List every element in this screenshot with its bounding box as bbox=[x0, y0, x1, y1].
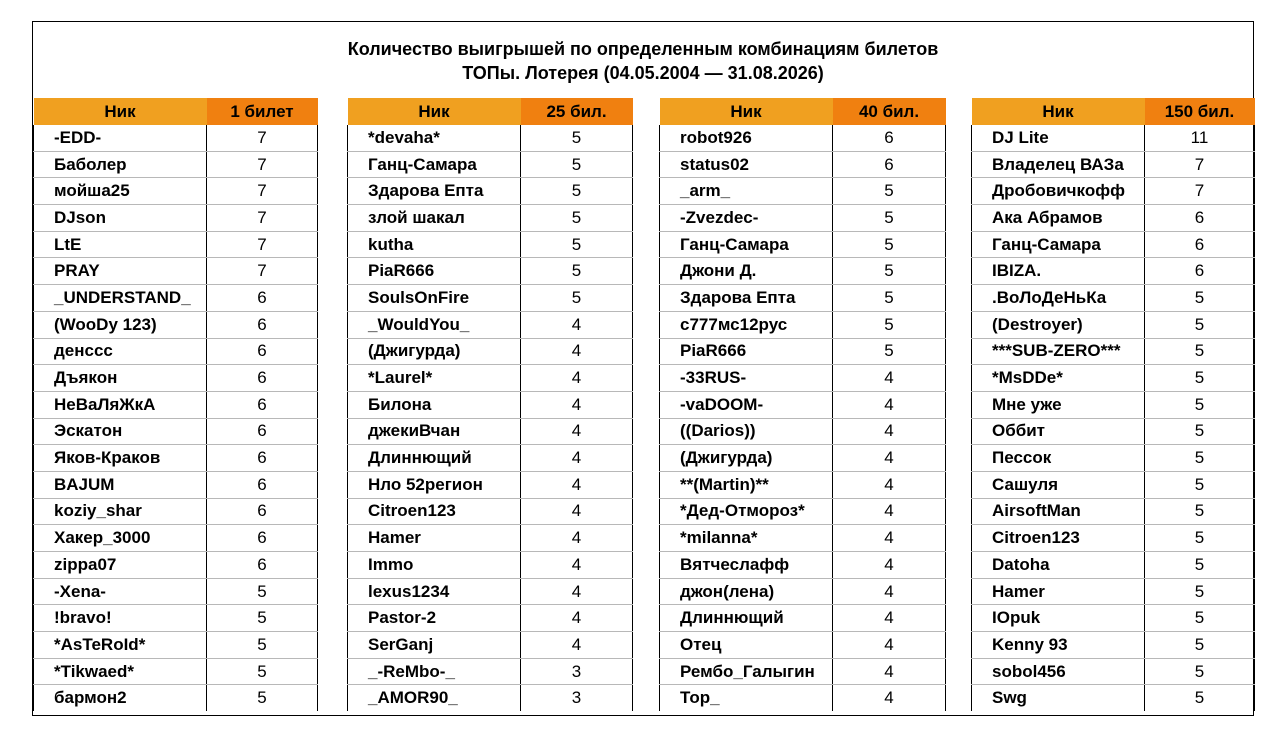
table-row bbox=[34, 125, 318, 151]
table-row bbox=[34, 552, 318, 579]
nick-cell: kutha bbox=[348, 231, 521, 258]
nick-cell: ((Darios)) bbox=[660, 418, 833, 445]
table-row bbox=[660, 658, 946, 685]
page-title bbox=[33, 37, 1253, 85]
count-cell: 5 bbox=[521, 258, 633, 285]
nick-cell: Нло 52регион bbox=[348, 471, 521, 498]
nick-column-header: Ник bbox=[660, 98, 833, 125]
nick-cell: _UNDERSTAND_ bbox=[34, 285, 207, 312]
count-cell: 7 bbox=[1145, 151, 1255, 178]
count-cell: 5 bbox=[521, 178, 633, 205]
count-cell: 5 bbox=[1145, 418, 1255, 445]
nick-cell: Дробовичкофф bbox=[972, 178, 1145, 205]
count-cell: 6 bbox=[207, 498, 318, 525]
table-row bbox=[348, 125, 633, 151]
table-row bbox=[660, 498, 946, 525]
nick-cell: мойша25 bbox=[34, 178, 207, 205]
nick-cell: НеВаЛяЖкА bbox=[34, 391, 207, 418]
table-row bbox=[34, 151, 318, 178]
table-row bbox=[660, 391, 946, 418]
count-cell: 6 bbox=[207, 285, 318, 312]
nick-cell: (Destroyer) bbox=[972, 311, 1145, 338]
count-cell: 5 bbox=[1145, 525, 1255, 552]
count-cell: 5 bbox=[521, 231, 633, 258]
nick-cell: Вятчеслафф bbox=[660, 552, 833, 579]
table-row bbox=[972, 231, 1255, 258]
count-cell: 6 bbox=[207, 471, 318, 498]
table-1-bilet bbox=[33, 98, 318, 711]
table-row bbox=[972, 391, 1255, 418]
table-row bbox=[972, 151, 1255, 178]
count-cell: 5 bbox=[833, 205, 946, 232]
nick-cell: status02 bbox=[660, 151, 833, 178]
nick-cell: джон(лена) bbox=[660, 578, 833, 605]
table-row bbox=[348, 525, 633, 552]
nick-cell: Пессок bbox=[972, 445, 1145, 472]
table-row bbox=[34, 418, 318, 445]
count-cell: 5 bbox=[521, 285, 633, 312]
table-row bbox=[34, 658, 318, 685]
count-cell: 5 bbox=[1145, 285, 1255, 312]
count-cell: 7 bbox=[207, 151, 318, 178]
table-row bbox=[348, 391, 633, 418]
table-row bbox=[660, 632, 946, 659]
nick-cell: Здарова Епта bbox=[348, 178, 521, 205]
nick-cell: Citroen123 bbox=[972, 525, 1145, 552]
table-row bbox=[972, 285, 1255, 312]
count-cell: 5 bbox=[1145, 552, 1255, 579]
table-row bbox=[972, 125, 1255, 151]
count-cell: 4 bbox=[833, 578, 946, 605]
table-row bbox=[348, 418, 633, 445]
table-row bbox=[348, 338, 633, 365]
count-cell: 5 bbox=[207, 578, 318, 605]
table-row bbox=[972, 258, 1255, 285]
nick-cell: Сашуля bbox=[972, 471, 1145, 498]
count-cell: 5 bbox=[521, 205, 633, 232]
table-row bbox=[660, 205, 946, 232]
count-cell: 4 bbox=[521, 632, 633, 659]
table-row bbox=[972, 418, 1255, 445]
count-cell: 4 bbox=[521, 471, 633, 498]
nick-cell: джекиВчан bbox=[348, 418, 521, 445]
count-cell: 7 bbox=[207, 178, 318, 205]
count-cell: 6 bbox=[207, 445, 318, 472]
nick-cell: lexus1234 bbox=[348, 578, 521, 605]
table-row bbox=[348, 311, 633, 338]
nick-cell: Хакер_3000 bbox=[34, 525, 207, 552]
frame-bottom-border bbox=[32, 715, 1254, 716]
count-cell: 5 bbox=[521, 125, 633, 151]
table-row bbox=[34, 205, 318, 232]
nick-cell: SerGanj bbox=[348, 632, 521, 659]
table-row bbox=[34, 471, 318, 498]
nick-cell: *Дед-Отмороз* bbox=[660, 498, 833, 525]
table-row bbox=[348, 205, 633, 232]
table-row bbox=[660, 258, 946, 285]
nick-cell: !bravo! bbox=[34, 605, 207, 632]
table-row bbox=[34, 498, 318, 525]
count-cell: 5 bbox=[833, 258, 946, 285]
count-cell: 11 bbox=[1145, 125, 1255, 151]
table-row bbox=[972, 365, 1255, 392]
count-cell: 4 bbox=[521, 338, 633, 365]
nick-cell: Citroen123 bbox=[348, 498, 521, 525]
table-row bbox=[660, 125, 946, 151]
nick-cell: Оббит bbox=[972, 418, 1145, 445]
table-row bbox=[972, 498, 1255, 525]
table-row bbox=[348, 632, 633, 659]
count-cell: 5 bbox=[207, 605, 318, 632]
nick-cell: -Zvezdec- bbox=[660, 205, 833, 232]
nick-cell: *milanna* bbox=[660, 525, 833, 552]
count-cell: 4 bbox=[833, 552, 946, 579]
count-cell: 4 bbox=[833, 445, 946, 472]
nick-cell: koziy_shar bbox=[34, 498, 207, 525]
table-row bbox=[972, 552, 1255, 579]
table-row bbox=[348, 365, 633, 392]
count-cell: 4 bbox=[521, 578, 633, 605]
table-40-bil bbox=[659, 98, 946, 711]
table-row bbox=[660, 338, 946, 365]
table-row bbox=[34, 391, 318, 418]
nick-cell: (Джигурда) bbox=[348, 338, 521, 365]
table-25-bil bbox=[347, 98, 633, 711]
nick-cell: Рембо_Галыгин bbox=[660, 658, 833, 685]
count-cell: 4 bbox=[521, 311, 633, 338]
count-cell: 7 bbox=[207, 125, 318, 151]
table-row bbox=[34, 285, 318, 312]
table-row bbox=[972, 471, 1255, 498]
count-cell: 4 bbox=[521, 365, 633, 392]
count-cell: 3 bbox=[521, 685, 633, 711]
table-row bbox=[660, 178, 946, 205]
nick-cell: IOpuk bbox=[972, 605, 1145, 632]
count-column-header: 150 бил. bbox=[1145, 98, 1255, 125]
table-row bbox=[972, 311, 1255, 338]
table-row bbox=[660, 311, 946, 338]
count-cell: 4 bbox=[521, 418, 633, 445]
count-cell: 5 bbox=[207, 658, 318, 685]
table-row bbox=[348, 231, 633, 258]
nick-cell: Здарова Епта bbox=[660, 285, 833, 312]
count-cell: 6 bbox=[207, 338, 318, 365]
nick-cell: Мне уже bbox=[972, 391, 1145, 418]
count-cell: 4 bbox=[833, 685, 946, 711]
count-cell: 5 bbox=[1145, 685, 1255, 711]
table-row bbox=[348, 178, 633, 205]
nick-cell: Immo bbox=[348, 552, 521, 579]
table-row bbox=[348, 151, 633, 178]
table-row bbox=[348, 471, 633, 498]
table-row bbox=[972, 632, 1255, 659]
nick-cell: LtE bbox=[34, 231, 207, 258]
count-cell: 5 bbox=[1145, 498, 1255, 525]
count-cell: 5 bbox=[207, 632, 318, 659]
count-cell: 4 bbox=[833, 365, 946, 392]
title-line-2: ТОПы. Лотерея (04.05.2004 — 31.08.2026) bbox=[462, 63, 824, 83]
nick-cell: Swg bbox=[972, 685, 1145, 711]
nick-cell: **(Martin)** bbox=[660, 471, 833, 498]
nick-cell: Datoha bbox=[972, 552, 1145, 579]
table-row bbox=[660, 231, 946, 258]
nick-cell: Баболер bbox=[34, 151, 207, 178]
nick-cell: zippa07 bbox=[34, 552, 207, 579]
nick-cell: бармон2 bbox=[34, 685, 207, 711]
count-cell: 4 bbox=[833, 658, 946, 685]
table-row bbox=[348, 258, 633, 285]
count-cell: 4 bbox=[521, 391, 633, 418]
nick-cell: Длиннющий bbox=[348, 445, 521, 472]
table-row bbox=[972, 578, 1255, 605]
count-cell: 4 bbox=[521, 445, 633, 472]
nick-cell: Отец bbox=[660, 632, 833, 659]
nick-cell: *Laurel* bbox=[348, 365, 521, 392]
nick-cell: -Xena- bbox=[34, 578, 207, 605]
count-cell: 4 bbox=[521, 605, 633, 632]
count-cell: 3 bbox=[521, 658, 633, 685]
table-row bbox=[660, 445, 946, 472]
nick-cell: Тор_ bbox=[660, 685, 833, 711]
table-row bbox=[34, 258, 318, 285]
count-cell: 6 bbox=[207, 365, 318, 392]
nick-cell: PiaR666 bbox=[348, 258, 521, 285]
table-row bbox=[348, 658, 633, 685]
nick-cell: PRAY bbox=[34, 258, 207, 285]
nick-cell: Hamer bbox=[348, 525, 521, 552]
count-cell: 6 bbox=[207, 525, 318, 552]
nick-cell: *Tikwaed* bbox=[34, 658, 207, 685]
table-row bbox=[972, 445, 1255, 472]
table-row bbox=[972, 205, 1255, 232]
nick-cell: .ВоЛоДеНьКа bbox=[972, 285, 1145, 312]
nick-cell: robot926 bbox=[660, 125, 833, 151]
table-row bbox=[660, 471, 946, 498]
count-cell: 5 bbox=[833, 178, 946, 205]
nick-cell: *devaha* bbox=[348, 125, 521, 151]
count-column-header: 1 билет bbox=[207, 98, 318, 125]
table-row bbox=[34, 311, 318, 338]
nick-cell: злой шакал bbox=[348, 205, 521, 232]
count-cell: 4 bbox=[521, 552, 633, 579]
count-cell: 5 bbox=[1145, 605, 1255, 632]
count-cell: 4 bbox=[521, 498, 633, 525]
table-row bbox=[972, 525, 1255, 552]
table-row bbox=[972, 338, 1255, 365]
nick-column-header: Ник bbox=[34, 98, 207, 125]
nick-cell: Длиннющий bbox=[660, 605, 833, 632]
table-row bbox=[348, 498, 633, 525]
nick-cell: ***SUB-ZERO*** bbox=[972, 338, 1145, 365]
nick-cell: _arm_ bbox=[660, 178, 833, 205]
count-cell: 6 bbox=[1145, 258, 1255, 285]
table-row bbox=[660, 525, 946, 552]
nick-cell: -vaDOOM- bbox=[660, 391, 833, 418]
table-row bbox=[660, 365, 946, 392]
nick-cell: (WooDy 123) bbox=[34, 311, 207, 338]
nick-cell: с777мс12рус bbox=[660, 311, 833, 338]
nick-cell: PiaR666 bbox=[660, 338, 833, 365]
table-row bbox=[660, 552, 946, 579]
table-150-bil bbox=[971, 98, 1255, 711]
count-cell: 5 bbox=[833, 311, 946, 338]
count-cell: 5 bbox=[833, 231, 946, 258]
nick-cell: Билона bbox=[348, 391, 521, 418]
count-cell: 7 bbox=[207, 231, 318, 258]
nick-cell: DJson bbox=[34, 205, 207, 232]
nick-cell: _-ReMbo-_ bbox=[348, 658, 521, 685]
nick-cell: (Джигурда) bbox=[660, 445, 833, 472]
count-cell: 4 bbox=[833, 498, 946, 525]
table-row bbox=[660, 685, 946, 711]
nick-cell: SoulsOnFire bbox=[348, 285, 521, 312]
nick-cell: Ака Абрамов bbox=[972, 205, 1145, 232]
nick-cell: денссс bbox=[34, 338, 207, 365]
count-column-header: 25 бил. bbox=[521, 98, 633, 125]
nick-cell: Джони Д. bbox=[660, 258, 833, 285]
nick-cell: *AsTeRoId* bbox=[34, 632, 207, 659]
nick-cell: -EDD- bbox=[34, 125, 207, 151]
table-row bbox=[34, 231, 318, 258]
nick-cell: Эскатон bbox=[34, 418, 207, 445]
count-cell: 6 bbox=[207, 418, 318, 445]
table-row bbox=[660, 285, 946, 312]
count-cell: 5 bbox=[1145, 471, 1255, 498]
count-cell: 5 bbox=[833, 338, 946, 365]
table-row bbox=[34, 445, 318, 472]
nick-cell: IBIZA. bbox=[972, 258, 1145, 285]
table-row bbox=[34, 365, 318, 392]
nick-cell: Ганц-Самара bbox=[972, 231, 1145, 258]
count-cell: 7 bbox=[1145, 178, 1255, 205]
table-row bbox=[972, 605, 1255, 632]
table-row bbox=[348, 285, 633, 312]
title-line-1: Количество выигрышей по определенным комбинациям билетов bbox=[347, 39, 939, 59]
nick-cell: -33RUS- bbox=[660, 365, 833, 392]
table-row bbox=[34, 605, 318, 632]
table-row bbox=[34, 632, 318, 659]
count-cell: 6 bbox=[1145, 231, 1255, 258]
count-cell: 4 bbox=[521, 525, 633, 552]
count-cell: 4 bbox=[833, 632, 946, 659]
count-cell: 5 bbox=[1145, 391, 1255, 418]
count-cell: 6 bbox=[207, 552, 318, 579]
table-row bbox=[34, 338, 318, 365]
count-cell: 6 bbox=[833, 125, 946, 151]
table-row bbox=[348, 578, 633, 605]
title-panel bbox=[32, 21, 1254, 98]
table-row bbox=[34, 578, 318, 605]
table-row bbox=[660, 605, 946, 632]
count-cell: 5 bbox=[207, 685, 318, 711]
count-cell: 7 bbox=[207, 205, 318, 232]
nick-column-header: Ник bbox=[348, 98, 521, 125]
count-column-header: 40 бил. bbox=[833, 98, 946, 125]
nick-cell: DJ Lite bbox=[972, 125, 1145, 151]
nick-cell: _WouldYou_ bbox=[348, 311, 521, 338]
nick-cell: Hamer bbox=[972, 578, 1145, 605]
table-row bbox=[972, 178, 1255, 205]
nick-cell: _AMOR90_ bbox=[348, 685, 521, 711]
count-cell: 6 bbox=[207, 311, 318, 338]
count-cell: 5 bbox=[1145, 311, 1255, 338]
count-cell: 5 bbox=[1145, 445, 1255, 472]
count-cell: 5 bbox=[1145, 578, 1255, 605]
table-row bbox=[972, 658, 1255, 685]
nick-cell: Владелец ВАЗа bbox=[972, 151, 1145, 178]
count-cell: 5 bbox=[1145, 658, 1255, 685]
count-cell: 7 bbox=[207, 258, 318, 285]
nick-cell: Ганц-Самара bbox=[660, 231, 833, 258]
table-row bbox=[348, 685, 633, 711]
count-cell: 6 bbox=[1145, 205, 1255, 232]
nick-cell: BAJUM bbox=[34, 471, 207, 498]
count-cell: 5 bbox=[1145, 338, 1255, 365]
table-row bbox=[972, 685, 1255, 711]
nick-cell: Дъякон bbox=[34, 365, 207, 392]
count-cell: 4 bbox=[833, 471, 946, 498]
table-row bbox=[34, 525, 318, 552]
nick-cell: sobol456 bbox=[972, 658, 1145, 685]
table-row bbox=[348, 605, 633, 632]
count-cell: 5 bbox=[1145, 632, 1255, 659]
count-cell: 6 bbox=[833, 151, 946, 178]
count-cell: 4 bbox=[833, 605, 946, 632]
count-cell: 5 bbox=[521, 151, 633, 178]
table-row bbox=[348, 552, 633, 579]
count-cell: 4 bbox=[833, 391, 946, 418]
nick-cell: AirsoftMan bbox=[972, 498, 1145, 525]
table-row bbox=[34, 685, 318, 711]
nick-cell: Ганц-Самара bbox=[348, 151, 521, 178]
nick-cell: Pastor-2 bbox=[348, 605, 521, 632]
table-row bbox=[660, 151, 946, 178]
table-row bbox=[34, 178, 318, 205]
count-cell: 5 bbox=[833, 285, 946, 312]
count-cell: 4 bbox=[833, 418, 946, 445]
table-row bbox=[348, 445, 633, 472]
table-row bbox=[660, 418, 946, 445]
nick-cell: Kenny 93 bbox=[972, 632, 1145, 659]
nick-cell: Яков-Краков bbox=[34, 445, 207, 472]
count-cell: 6 bbox=[207, 391, 318, 418]
table-row bbox=[660, 578, 946, 605]
nick-column-header: Ник bbox=[972, 98, 1145, 125]
count-cell: 4 bbox=[833, 525, 946, 552]
count-cell: 5 bbox=[1145, 365, 1255, 392]
nick-cell: *MsDDe* bbox=[972, 365, 1145, 392]
